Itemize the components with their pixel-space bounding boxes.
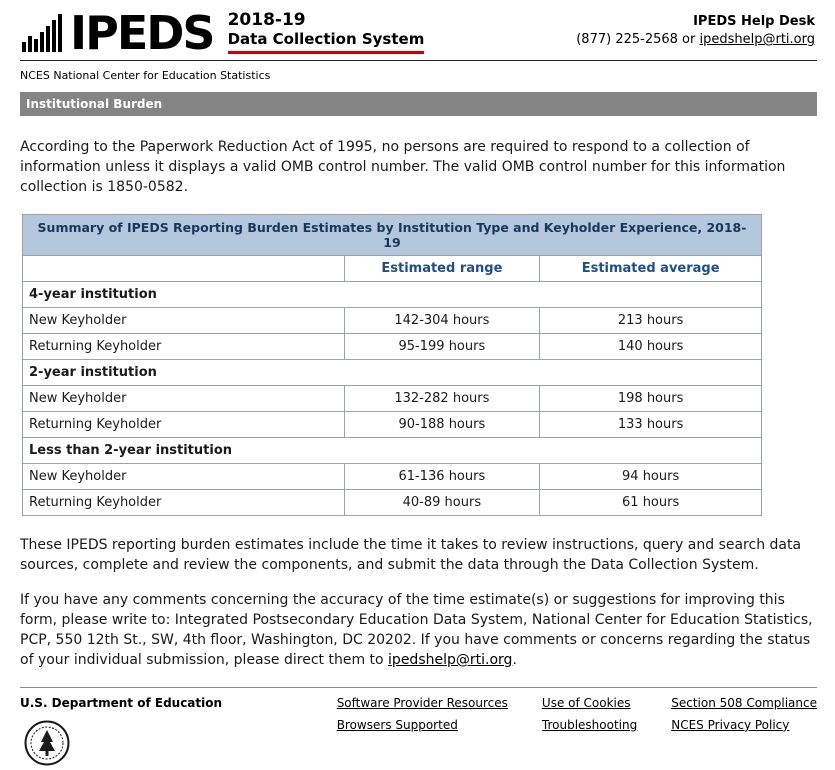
comments-paragraph [20, 591, 817, 671]
footer-links-col3 [671, 696, 817, 770]
table-header-row [23, 255, 762, 281]
department-of-education-seal-icon [24, 720, 70, 766]
table-row [23, 333, 762, 359]
group-label: 2-year institution [23, 359, 762, 385]
footer-link-nces-privacy-policy[interactable]: NCES Privacy Policy [671, 717, 790, 732]
footer-left [20, 696, 337, 770]
footer-link-use-of-cookies[interactable]: Use of Cookies [541, 695, 631, 710]
table-title: Summary of IPEDS Reporting Burden Estimates by Institution Type and Keyholder Experience, 2018-19 [23, 214, 762, 255]
row-average: 61 hours [540, 489, 762, 515]
row-average: 213 hours [540, 307, 762, 333]
table-row [23, 411, 762, 437]
help-or: or [677, 32, 700, 47]
burden-table [22, 214, 762, 516]
help-phone: (877) 225-2568 [576, 32, 678, 47]
table-group-row [23, 281, 762, 307]
omb-intro-paragraph: According to the Paperwork Reduction Act of 1995, no persons are required to respond to a collection of information unless it displays a valid OMB control number. The valid OMB control number for this information collection is 1850-0582. [20, 139, 786, 195]
footer-link-troubleshooting[interactable]: Troubleshooting [541, 717, 638, 732]
row-range: 61-136 hours [344, 463, 540, 489]
row-average: 94 hours [540, 463, 762, 489]
row-range: 142-304 hours [344, 307, 540, 333]
bar-chart-icon [20, 10, 64, 54]
footer-link-software-provider-resources[interactable]: Software Provider Resources [336, 695, 508, 710]
burden-note-paragraph: These IPEDS reporting burden estimates include the time it takes to review instructions, query and search data sources, complete and review the components, and submit the data through the Data Collection System. [20, 536, 802, 573]
page-title: Institutional Burden [20, 92, 817, 116]
row-range: 40-89 hours [344, 489, 540, 515]
row-label: Returning Keyholder [23, 489, 345, 515]
table-row [23, 307, 762, 333]
row-average: 133 hours [540, 411, 762, 437]
row-label: Returning Keyholder [23, 333, 345, 359]
table-group-row [23, 359, 762, 385]
page-footer [20, 688, 817, 770]
row-label: New Keyholder [23, 307, 345, 333]
collection-year: 2018-19 [227, 10, 306, 30]
row-label: New Keyholder [23, 463, 345, 489]
group-label: Less than 2-year institution [23, 437, 762, 463]
row-range: 132-282 hours [344, 385, 540, 411]
row-average: 140 hours [540, 333, 762, 359]
footer-link-browsers-supported[interactable]: Browsers Supported [336, 717, 458, 732]
help-desk [576, 10, 815, 47]
row-label: Returning Keyholder [23, 411, 345, 437]
row-label: New Keyholder [23, 385, 345, 411]
footer-links-col2 [542, 696, 637, 770]
column-header-range: Estimated range [344, 255, 540, 281]
system-subtitle [228, 10, 425, 54]
comments-text-end: . [512, 652, 517, 668]
help-desk-title: IPEDS Help Desk [693, 14, 815, 29]
row-range: 95-199 hours [344, 333, 540, 359]
table-row [23, 463, 762, 489]
help-email-link[interactable]: ipedshelp@rti.org [699, 32, 815, 47]
system-name: Data Collection System [227, 30, 425, 48]
help-desk-contact [576, 32, 815, 47]
table-row [23, 385, 762, 411]
table-row [23, 489, 762, 515]
footer-links-col1 [337, 696, 508, 770]
footer-agency: U.S. Department of Education [20, 695, 223, 710]
column-header-average: Estimated average [540, 255, 762, 281]
column-header-blank [23, 255, 345, 281]
nces-agency-line: NCES National Center for Education Statistics [20, 69, 271, 82]
comments-text: If you have any comments concerning the accuracy of the time estimate(s) or suggestions for improving this form, please write to: Integrated Postsecondary Education Data System, National Center for Education Statistics, PCP, 550 12th St., SW, 4th floor, Washington, DC 20202. If you have comments or concerns regarding the status of your individual submission, please direct them to [20, 592, 813, 668]
ipeds-logo-text: IPEDS [70, 5, 214, 60]
ipeds-logo [20, 5, 425, 60]
table-group-row [23, 437, 762, 463]
table-title-row [23, 214, 762, 255]
header-divider [20, 60, 817, 61]
comments-email-link[interactable]: ipedshelp@rti.org [388, 652, 513, 668]
group-label: 4-year institution [23, 281, 762, 307]
page-header [20, 5, 817, 60]
row-range: 90-188 hours [344, 411, 540, 437]
footer-links [337, 696, 817, 770]
footer-link-section-508-compliance[interactable]: Section 508 Compliance [671, 695, 817, 710]
row-average: 198 hours [540, 385, 762, 411]
